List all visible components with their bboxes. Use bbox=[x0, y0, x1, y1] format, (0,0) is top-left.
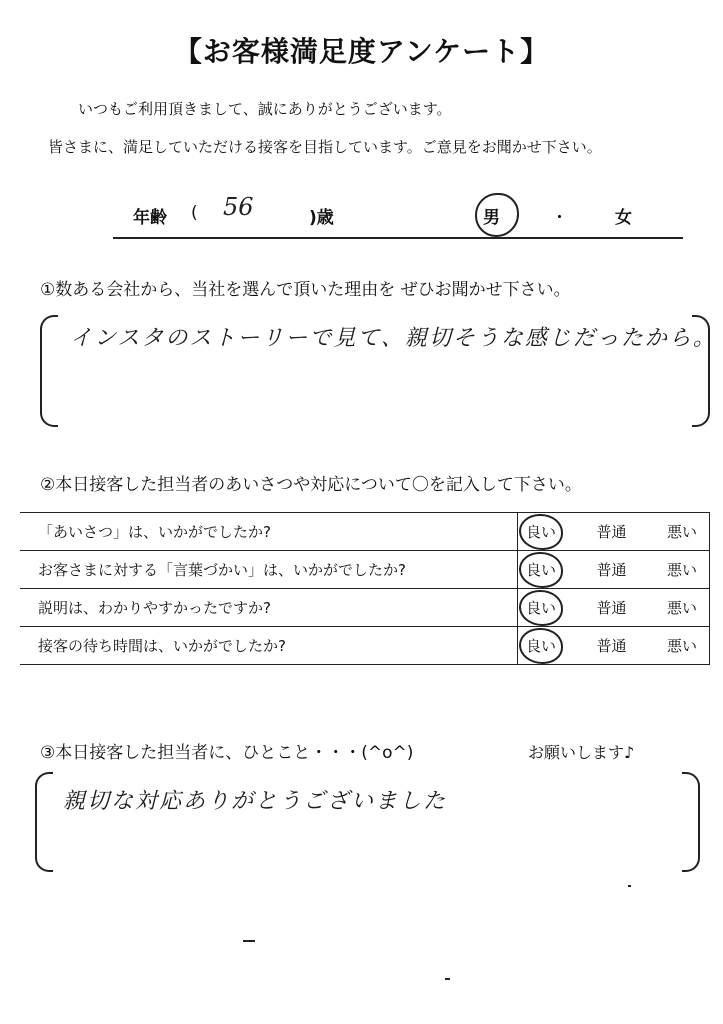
age-label: 年齢 bbox=[133, 208, 167, 228]
intro-line-1: いつもご利用頂きまして、誠にありがとうございます。 bbox=[78, 100, 452, 118]
bracket-left bbox=[35, 772, 53, 872]
rating-options bbox=[518, 627, 710, 665]
rating-question: 説明は、わかりやすかったですか? bbox=[20, 589, 518, 627]
age-value[interactable]: 56 bbox=[223, 193, 254, 221]
rating-options bbox=[518, 513, 710, 551]
page-title: 【お客様満足度アンケート】 bbox=[173, 35, 550, 68]
question-3-label: ③本日接客した担当者に、ひとこと・・・(^o^) bbox=[40, 743, 414, 763]
question-3-note: お願いします♪ bbox=[528, 743, 635, 762]
age-unit: )歳 bbox=[309, 208, 334, 228]
rating-question: お客さまに対する「言葉づかい」は、いかがでしたか? bbox=[20, 551, 518, 589]
rating-option[interactable]: 普通 bbox=[596, 637, 627, 655]
scan-speck bbox=[445, 978, 450, 980]
question-1-answer-box[interactable] bbox=[40, 315, 717, 427]
rating-option[interactable]: 良い bbox=[526, 599, 557, 617]
rating-option[interactable]: 悪い bbox=[666, 523, 697, 541]
rating-option[interactable]: 悪い bbox=[666, 599, 697, 617]
gender-separator: ・ bbox=[551, 208, 568, 228]
question-1-label: ①数ある会社から、当社を選んで頂いた理由を ぜひお聞かせ下さい。 bbox=[40, 280, 571, 300]
rating-row bbox=[20, 513, 710, 551]
rating-row bbox=[20, 589, 710, 627]
gender-option-male[interactable]: 男 bbox=[483, 208, 500, 228]
rating-option[interactable]: 良い bbox=[526, 561, 557, 579]
profile-underline bbox=[113, 237, 683, 239]
scan-speck bbox=[628, 885, 631, 887]
intro-line-2: 皆さまに、満足していただける接客を目指しています。ご意見をお聞かせ下さい。 bbox=[48, 138, 602, 156]
rating-option[interactable]: 普通 bbox=[596, 523, 627, 541]
bracket-left bbox=[40, 315, 58, 427]
bracket-right bbox=[682, 772, 700, 872]
gender-option-female[interactable]: 女 bbox=[615, 208, 632, 228]
question-3-answer: 親切な対応ありがとうございました bbox=[63, 789, 448, 814]
rating-table bbox=[20, 512, 710, 665]
rating-option[interactable]: 良い bbox=[526, 523, 557, 541]
rating-question: 接客の待ち時間は、いかがでしたか? bbox=[20, 627, 518, 665]
question-2-label: ②本日接客した担当者のあいさつや対応について〇を記入して下さい。 bbox=[40, 475, 582, 495]
rating-option[interactable]: 普通 bbox=[596, 561, 627, 579]
profile-row bbox=[113, 193, 683, 243]
question-3-answer-box[interactable] bbox=[35, 772, 700, 872]
rating-question: 「あいさつ」は、いかがでしたか? bbox=[20, 513, 518, 551]
rating-row bbox=[20, 627, 710, 665]
rating-option[interactable]: 悪い bbox=[666, 561, 697, 579]
rating-option[interactable]: 良い bbox=[526, 637, 557, 655]
scan-speck bbox=[243, 940, 255, 942]
rating-option[interactable]: 普通 bbox=[596, 599, 627, 617]
rating-row bbox=[20, 551, 710, 589]
question-1-answer: インスタのストーリーで見て、親切そうな感じだったから。 bbox=[70, 326, 717, 351]
rating-options bbox=[518, 551, 710, 589]
age-paren-open: ( bbox=[191, 203, 198, 223]
rating-options bbox=[518, 589, 710, 627]
rating-option[interactable]: 悪い bbox=[666, 637, 697, 655]
